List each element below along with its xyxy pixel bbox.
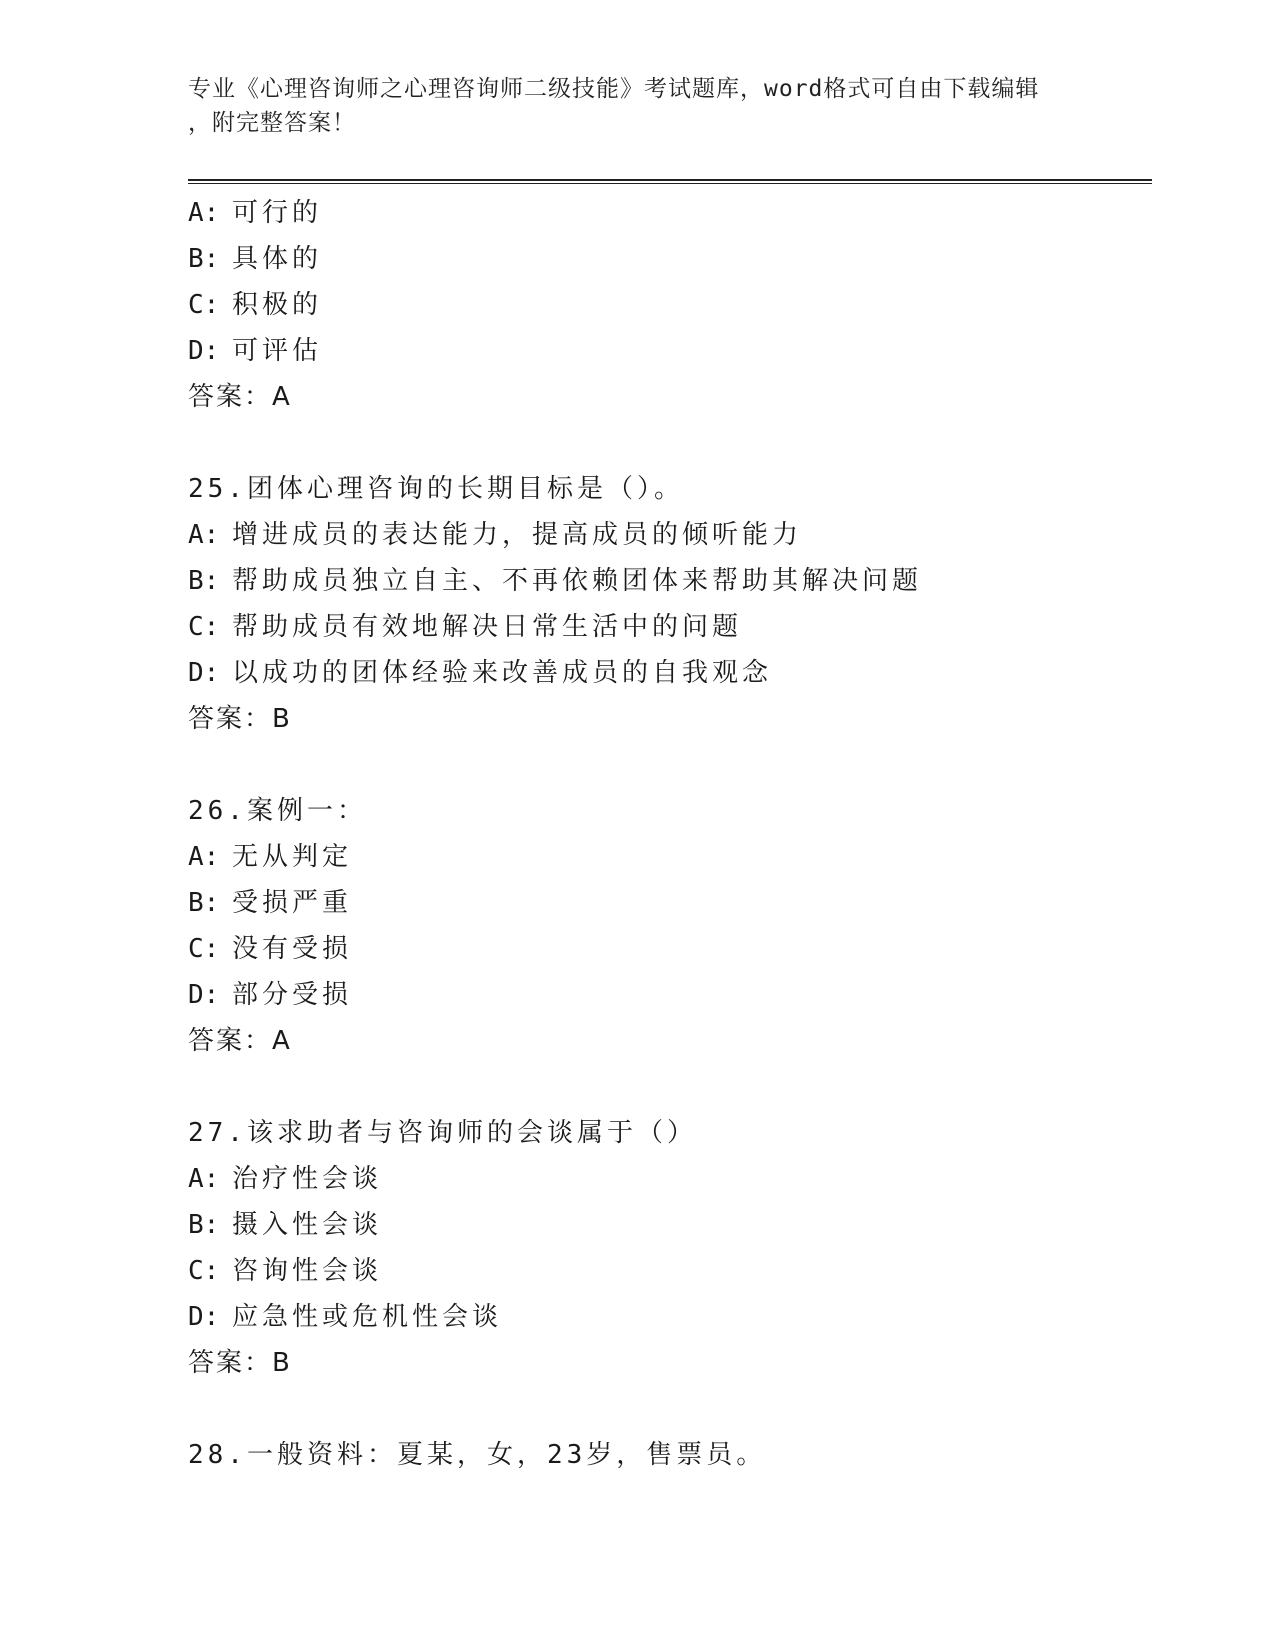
option-a — [188, 512, 1148, 558]
option-key: C: — [188, 934, 220, 964]
option-text: 咨询性会谈 — [232, 1256, 383, 1286]
option-d — [188, 972, 1148, 1018]
question-list — [188, 190, 1148, 1478]
option-text: 以成功的团体经验来改善成员的自我观念 — [232, 658, 773, 688]
option-b — [188, 1202, 1148, 1248]
option-text: 治疗性会谈 — [232, 1164, 383, 1194]
option-text: 无从判定 — [232, 842, 353, 872]
option-d — [188, 650, 1148, 696]
header-line-1: 专业《心理咨询师之心理咨询师二级技能》考试题库，word格式可自由下载编辑 — [188, 76, 1040, 102]
option-b — [188, 880, 1148, 926]
option-text: 具体的 — [232, 244, 323, 274]
option-d — [188, 328, 1148, 374]
question-text: 25.团体心理咨询的长期目标是（）。 — [188, 474, 684, 504]
option-key: C: — [188, 290, 220, 320]
option-b — [188, 236, 1148, 282]
header-divider-thin — [188, 183, 1152, 184]
option-c — [188, 926, 1148, 972]
option-a — [188, 1156, 1148, 1202]
option-text: 可行的 — [232, 198, 323, 228]
header-divider — [188, 179, 1152, 181]
option-c — [188, 1248, 1148, 1294]
option-text: 帮助成员独立自主、不再依赖团体来帮助其解决问题 — [232, 566, 923, 596]
spacer — [188, 1064, 1148, 1110]
answer-line: 答案：A — [188, 1026, 292, 1056]
option-key: C: — [188, 1256, 220, 1286]
option-c — [188, 604, 1148, 650]
question-block — [188, 190, 1148, 420]
question-block — [188, 788, 1148, 1064]
option-key: A: — [188, 520, 220, 550]
question-block — [188, 1110, 1148, 1386]
option-text: 积极的 — [232, 290, 323, 320]
option-text: 部分受损 — [232, 980, 353, 1010]
header-line-2: ，附完整答案！ — [188, 110, 356, 136]
option-key: D: — [188, 336, 220, 366]
option-key: B: — [188, 244, 220, 274]
question-text: 26.案例一： — [188, 796, 367, 826]
option-a — [188, 834, 1148, 880]
option-text: 增进成员的表达能力，提高成员的倾听能力 — [232, 520, 803, 550]
option-key: B: — [188, 1210, 220, 1240]
option-text: 帮助成员有效地解决日常生活中的问题 — [232, 612, 743, 642]
answer-line: 答案：B — [188, 704, 292, 734]
spacer — [188, 420, 1148, 466]
question-block — [188, 1432, 1148, 1478]
option-key: D: — [188, 980, 220, 1010]
option-key: A: — [188, 198, 220, 228]
option-key: D: — [188, 1302, 220, 1332]
answer-line: 答案：B — [188, 1348, 292, 1378]
question-text: 27.该求助者与咨询师的会谈属于（） — [188, 1118, 697, 1148]
option-key: C: — [188, 612, 220, 642]
option-key: B: — [188, 888, 220, 918]
question-text: 28.一般资料：夏某，女，23岁，售票员。 — [188, 1440, 767, 1470]
option-text: 应急性或危机性会谈 — [232, 1302, 503, 1332]
spacer — [188, 1386, 1148, 1432]
option-key: A: — [188, 842, 220, 872]
question-block — [188, 466, 1148, 742]
option-text: 可评估 — [232, 336, 323, 366]
option-text: 摄入性会谈 — [232, 1210, 383, 1240]
option-a — [188, 190, 1148, 236]
option-key: A: — [188, 1164, 220, 1194]
option-b — [188, 558, 1148, 604]
spacer — [188, 742, 1148, 788]
document-header — [188, 72, 1068, 140]
option-text: 没有受损 — [232, 934, 353, 964]
option-d — [188, 1294, 1148, 1340]
option-c — [188, 282, 1148, 328]
option-text: 受损严重 — [232, 888, 353, 918]
option-key: B: — [188, 566, 220, 596]
answer-line: 答案：A — [188, 382, 292, 412]
option-key: D: — [188, 658, 220, 688]
